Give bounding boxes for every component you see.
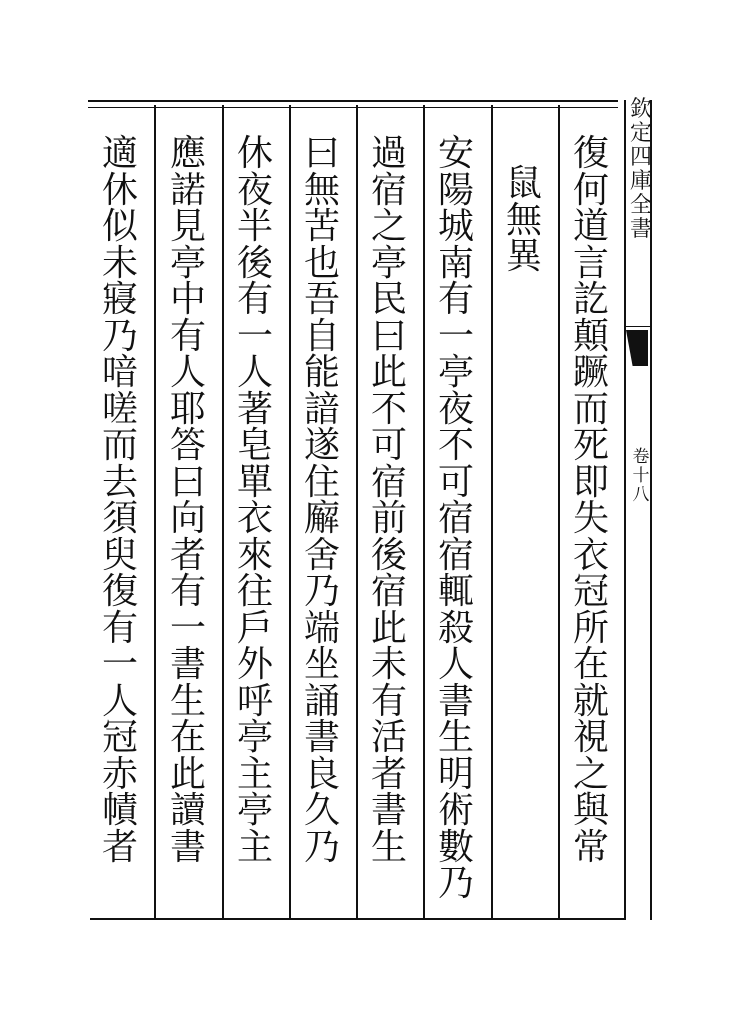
text-column-6: 休夜半後有一人著皂單衣來往戶外呼亭主亭主 (236, 133, 273, 868)
column-divider (222, 105, 224, 919)
column-divider (423, 105, 425, 919)
right-frame-rule (624, 100, 626, 920)
top-border-rule-inner (88, 107, 618, 108)
bottom-border-rule (90, 918, 626, 920)
book-title-margin: 欽定四庫全書 (629, 97, 652, 242)
column-divider (154, 105, 156, 919)
text-column-2: 鼠無異 (505, 163, 542, 277)
column-divider (558, 105, 560, 919)
margin-rule (626, 326, 650, 327)
margin-outer-rule (650, 100, 652, 920)
text-column-5: 曰無苦也吾自能諳遂住廨舍乃端坐誦書良久乃 (303, 133, 340, 868)
text-column-1: 復何道言訖顛蹶而死即失衣冠所在就視之與常 (572, 133, 609, 868)
text-column-4: 過宿之亭民曰此不可宿前後宿此未有活者書生 (370, 133, 407, 868)
column-divider (491, 105, 493, 919)
top-border-rule (88, 100, 618, 102)
text-column-3: 安陽城南有一亭夜不可宿宿輒殺人書生明術數乃 (437, 133, 474, 904)
text-column-8: 適休似未寢乃喑嗟而去須臾復有一人冠赤幘者 (101, 133, 138, 868)
fish-tail-mark (626, 330, 648, 366)
column-divider (356, 105, 358, 919)
volume-number-margin: 卷十八 (632, 447, 650, 505)
column-divider (289, 105, 291, 919)
text-column-7: 應諾見亭中有人耶答曰向者有一書生在此讀書 (169, 133, 206, 868)
